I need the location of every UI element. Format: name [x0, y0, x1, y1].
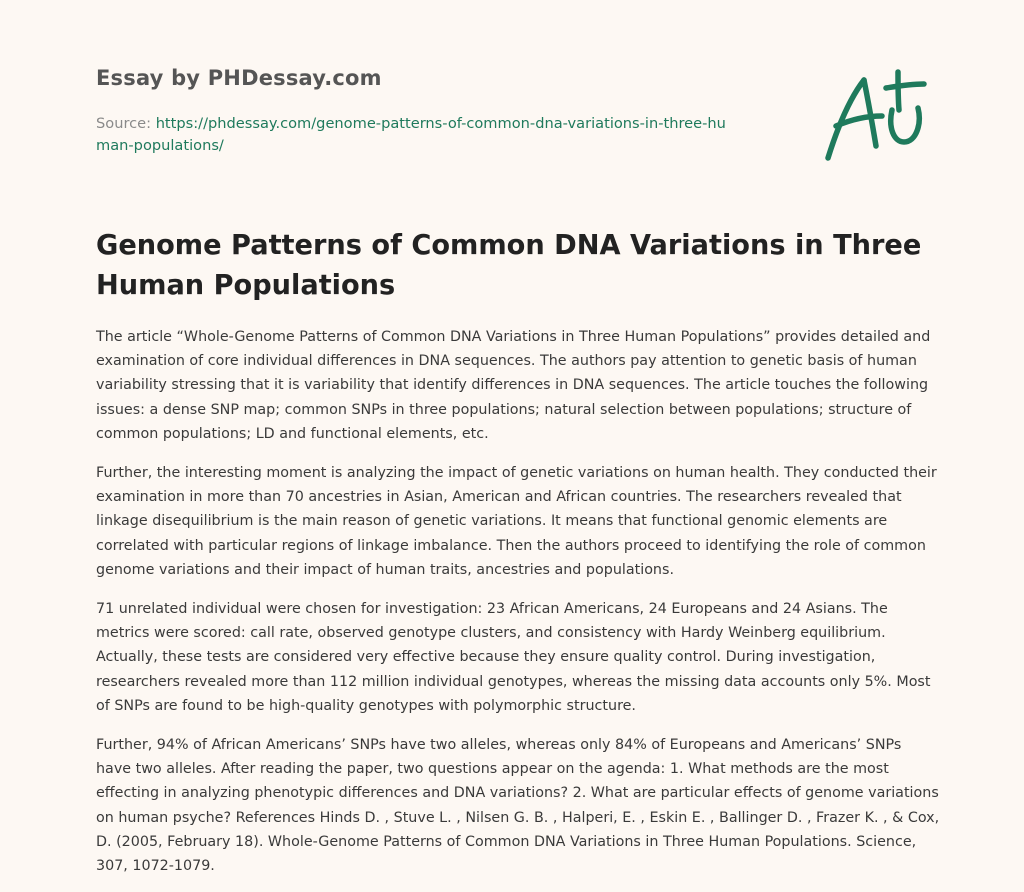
source-label: Source: [96, 115, 156, 132]
site-brand: Essay by PHDessay.com [96, 66, 382, 90]
a-plus-logo-svg [818, 66, 930, 166]
article-paragraph: The article “Whole-Genome Patterns of Common DNA Variations in Three Human Populations” provides detailed and examination of core individual differences in DNA sequences. The authors pay attention to genetic basis of human variability stressing that it is variability that identify differences in DNA sequences. The article touches the following issues: a dense SNP map; common SNPs in three populations; natural selection between populations; structure of common populations; LD and functional elements, etc. [96, 329, 931, 442]
source-link[interactable]: https://phdessay.com/genome-patterns-of-common-dna-variations-in-three-human-populations/ [96, 115, 726, 154]
page-title: Genome Patterns of Common DNA Variations in Three Human Populations [96, 230, 922, 301]
a-plus-grade-icon [818, 66, 930, 166]
article-paragraph: Further, 94% of African Americans’ SNPs have two alleles, whereas only 84% of Europeans and Americans’ SNPs have two alleles. After reading the paper, two questions appear on the agenda: 1. What methods are the most effecting in analyzing phenotypic differences and DNA variations? 2. What are particular effects of genome variations on human psyche? References Hinds D. , Stuve L. , Nilsen G. B. , Halperi, E. , Eskin E. , Ballinger D. , Frazer K. , & Cox, D. (2005, February 18). Whole-Genome Patterns of Common DNA Variations in Three Human Populations. Science, 307, 1072-1079. [96, 737, 940, 875]
article-paragraph: Further, the interesting moment is analyzing the impact of genetic variations on human health. They conducted their examination in more than 70 ancestries in Asian, American and African countries. The researchers revealed that linkage disequilibrium is the main reason of genetic variations. It means that functional genomic elements are correlated with particular regions of linkage imbalance. Then the authors proceed to identifying the role of common genome variations and their impact of human traits, ancestries and populations. [96, 465, 937, 578]
article-body [96, 325, 940, 892]
source-line [96, 113, 736, 157]
article-paragraph: 71 unrelated individual were chosen for investigation: 23 African Americans, 24 Europeans and 24 Asians. The metrics were scored: call rate, observed genotype clusters, and consistency with Hardy Weinberg equilibrium. Actually, these tests are considered very effective because they ensure quality control. During investigation, researchers revealed more than 112 million individual genotypes, whereas the missing data accounts only 5%. Most of SNPs are found to be high-quality genotypes with polymorphic structure. [96, 601, 931, 714]
